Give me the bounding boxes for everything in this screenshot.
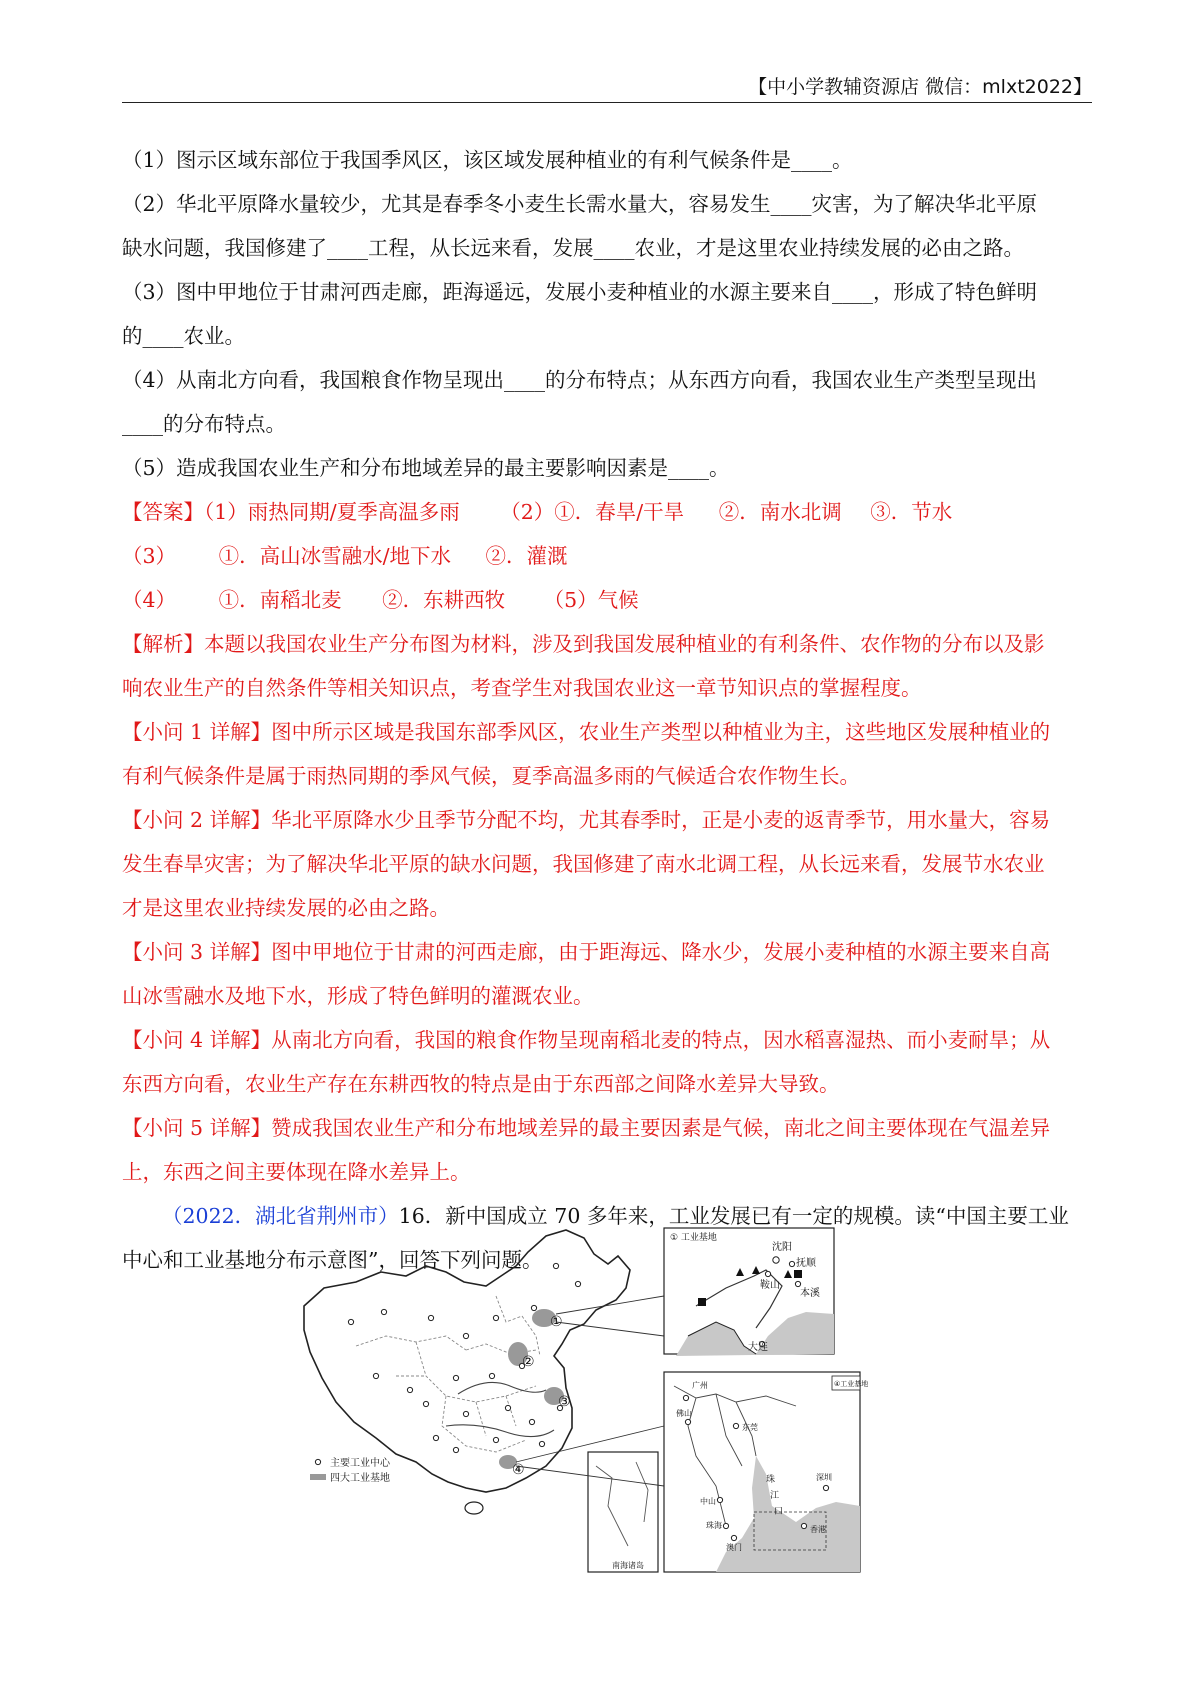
city-label: 珠海	[706, 1521, 722, 1530]
analysis-line: 山冰雪融水及地下水，形成了特色鲜明的灌溉农业。	[122, 984, 594, 1008]
question-line: （1）图示区域东部位于我国季风区，该区域发展种植业的有利气候条件是____。	[122, 148, 853, 172]
question-line: ____的分布特点。	[122, 412, 286, 436]
header-text: 【中小学教辅资源店 微信：mlxt2022】	[748, 76, 1092, 98]
city-label: 香港	[810, 1525, 826, 1534]
inset-pearl-river	[664, 1372, 868, 1572]
answer-part: ①．南稻北麦	[218, 588, 342, 612]
city-label: 佛山	[676, 1409, 692, 1418]
analysis-line: 上，东西之间主要体现在降水差异上。	[122, 1160, 471, 1184]
answer-part: ②．灌溉	[485, 544, 568, 568]
answer-row-2	[122, 534, 1092, 578]
question-line: （5）造成我国农业生产和分布地域差异的最主要影响因素是____。	[122, 456, 730, 480]
question-16-text: 16．新中国成立 70 多年来，工业发展已有一定的规模。读“中国主要工业	[398, 1204, 1069, 1228]
question-line: （4）从南北方向看，我国粮食作物呈现出____的分布特点；从东西方向看，我国农业生产类型呈现出	[122, 368, 1038, 392]
city-label: 抚顺	[796, 1258, 816, 1269]
south-sea-label: 南海诸岛	[612, 1561, 644, 1570]
city-label: 中山	[700, 1497, 716, 1506]
answer-part: （2）①．春旱/干旱	[500, 500, 685, 524]
analysis-line: 【小问 1 详解】图中所示区域是我国东部季风区，农业生产类型以种植业为主，这些地区发展种植业的	[122, 720, 1051, 744]
answer-part: （5）气候	[543, 588, 639, 612]
analysis-line: 发生春旱灾害；为了解决华北平原的缺水问题，我国修建了南水北调工程，从长远来看，发展节水农业	[122, 852, 1045, 876]
legend-base-label: 四大工业基地	[330, 1473, 390, 1484]
answer-row-1	[122, 490, 1092, 534]
city-label: 广州	[692, 1381, 708, 1390]
city-label: 澳门	[726, 1543, 742, 1552]
analysis-line: 【小问 4 详解】从南北方向看，我国的粮食作物呈现南稻北麦的特点，因水稻喜湿热、而小麦耐旱；从	[122, 1028, 1051, 1052]
city-label: 本溪	[800, 1288, 820, 1299]
analysis-line: 东西方向看，农业生产存在东耕西牧的特点是由于东西部之间降水差异大导致。	[122, 1072, 840, 1096]
question-16-line: 中心和工业基地分布示意图”，回答下列问题。	[122, 1248, 543, 1272]
inset-northeast	[664, 1228, 834, 1356]
south-sea-inset	[588, 1452, 658, 1572]
analysis-line: 【小问 3 详解】图中甲地位于甘肃的河西走廊，由于距海远、降水少，发展小麦种植的水源主要来自高	[122, 940, 1051, 964]
analysis-line: 有利气候条件是属于雨热同期的季风气候，夏季高温多雨的气候适合农作物生长。	[122, 764, 860, 788]
map-label: ②	[522, 1354, 535, 1370]
answer-part: （3）	[122, 544, 177, 568]
map-label: ④	[512, 1462, 525, 1478]
answer-part: ③．节水	[870, 500, 953, 524]
industry-map-figure	[296, 1226, 928, 1576]
city-label: 大连	[748, 1342, 768, 1353]
inset1-title: ① 工业基地	[670, 1233, 717, 1243]
page-header	[122, 58, 1092, 103]
answer-part: ②．东耕西牧	[382, 588, 506, 612]
question-source: （2022．湖北省荆州市）	[162, 1204, 399, 1228]
water-label: 江	[770, 1491, 780, 1501]
map-label: ①	[550, 1314, 563, 1330]
legend-center-label: 主要工业中心	[330, 1458, 390, 1469]
city-label: 鞍山	[760, 1280, 780, 1291]
city-label: 沈阳	[772, 1242, 792, 1253]
analysis-line: 【小问 5 详解】赞成我国农业生产和分布地域差异的最主要因素是气候，南北之间主要体现在气温差异	[122, 1116, 1051, 1140]
water-label: 珠	[766, 1475, 776, 1485]
answer-part: 【答案】（1）雨热同期/夏季高温多雨	[122, 500, 460, 524]
document-body	[122, 138, 1092, 1282]
city-label: 东莞	[742, 1423, 758, 1432]
answer-part: ①．高山冰雪融水/地下水	[218, 544, 451, 568]
china-map	[304, 1230, 630, 1514]
question-line: 的____农业。	[122, 324, 245, 348]
question-line: （3）图中甲地位于甘肃河西走廊，距海遥远，发展小麦种植业的水源主要来自____，形成了特色鲜明	[122, 280, 1038, 304]
city-label: 深圳	[816, 1473, 832, 1482]
water-label: 口	[774, 1507, 784, 1517]
answer-row-3	[122, 578, 1092, 622]
analysis-line: 【解析】本题以我国农业生产分布图为材料，涉及到我国发展种植业的有利条件、农作物的分布以及影	[122, 632, 1045, 656]
answer-part: ②．南水北调	[718, 500, 842, 524]
map-label: ③	[558, 1394, 571, 1410]
analysis-line: 才是这里农业持续发展的必由之路。	[122, 896, 450, 920]
answer-part: （4）	[122, 588, 177, 612]
analysis-line: 响农业生产的自然条件等相关知识点，考查学生对我国农业这一章节知识点的掌握程度。	[122, 676, 922, 700]
question-line: （2）华北平原降水量较少，尤其是春季冬小麦生长需水量大，容易发生____灾害，为了解决华北平原	[122, 192, 1038, 216]
inset2-title: ④工业基地	[834, 1380, 869, 1388]
question-line: 缺水问题，我国修建了____工程，从长远来看，发展____农业，才是这里农业持续发展的必由之路。	[122, 236, 1024, 260]
analysis-line: 【小问 2 详解】华北平原降水少且季节分配不均，尤其春季时，正是小麦的返青季节，用水量大，容易	[122, 808, 1051, 832]
map-legend	[310, 1456, 391, 1484]
